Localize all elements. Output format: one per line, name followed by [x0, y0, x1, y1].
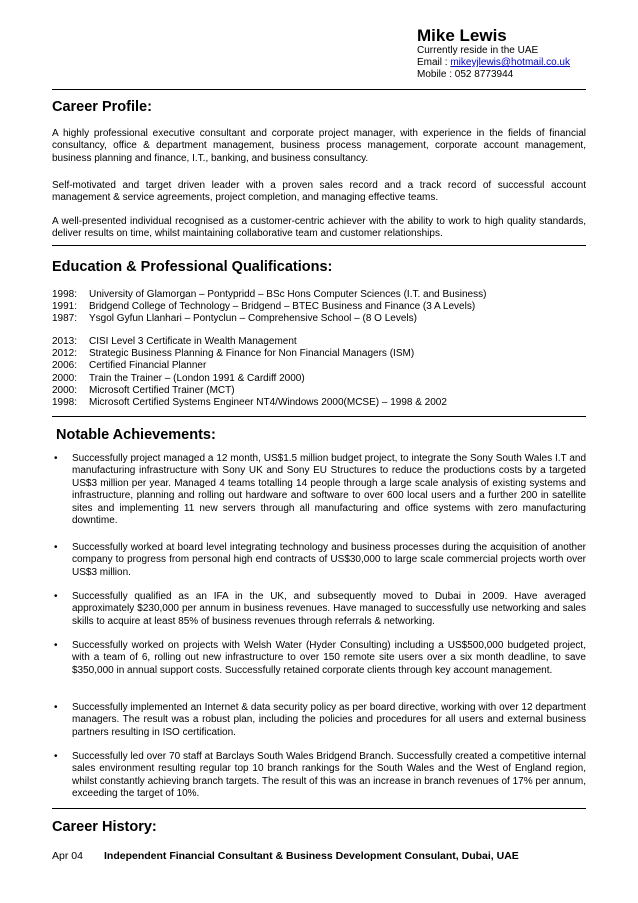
profile-paragraph: Self-motivated and target driven leader with a proven sales record and a track record of successful account management & service agreements, project completion, and managing effective teams. [52, 180, 586, 204]
divider [52, 808, 586, 809]
edu-text: Microsoft Certified Trainer (MCT) [89, 384, 235, 396]
list-item [52, 453, 586, 527]
academic-list [52, 289, 592, 326]
edu-text: Bridgend College of Technology – Bridgend – BTEC Business and Finance (3 A Levels) [89, 301, 476, 313]
professional-list [52, 336, 592, 409]
bullet-icon: • [54, 542, 58, 553]
edu-year: 1991: [52, 301, 78, 313]
edu-text: Strategic Business Planning & Finance for Non Financial Managers (ISM) [89, 348, 415, 360]
edu-text: CISI Level 3 Certificate in Wealth Management [89, 336, 297, 347]
achievement-text: Successfully qualified as an IFA in the UK, and subsequently moved to Dubai in 2009. Have averaged approximately $230,000 per annum in business revenues. Have managed to successfully use networking and sales skills to acquire at least 85% of business revenues through referrals & networking. [72, 591, 586, 627]
mobile-text: Mobile : 052 8773944 [417, 69, 514, 80]
edu-year: 2006: [52, 360, 78, 372]
email-label: Email : [417, 57, 451, 68]
achievement-text: Successfully led over 70 staff at Barclays South Wales Bridgend Branch. Successfully created a competitive internal sales environment resulting regular top 10 branch rankings for the South Wales and the West of England region, whilst constantly achieving branch targets. The result of this was an increase in branch revenues of 17% per annum, exceeding the target of 10%. [72, 751, 586, 800]
achievement-text: Successfully worked on projects with Welsh Water (Hyder Consulting) including a US$500,000 budgeted project, with a team of 6, rolling out new infrastructure to over 150 remote site users over a six month deadline, to save $350,000 in annual support costs. Successfully retained corporate clients through key account management. [72, 640, 586, 676]
list-item [52, 313, 592, 325]
list-item [52, 702, 586, 739]
list-item [52, 336, 592, 348]
candidate-name: Mike Lewis [417, 26, 507, 45]
education-heading: Education & Professional Qualifications: [52, 259, 333, 275]
edu-year: 1998: [52, 289, 78, 300]
divider [52, 245, 586, 246]
edu-text: Train the Trainer – (London 1991 & Cardiff 2000) [89, 372, 305, 384]
career-history-heading: Career History: [52, 819, 157, 835]
list-item [52, 640, 586, 677]
history-role: Independent Financial Consultant & Business Development Consulant, Dubai, UAE [104, 850, 519, 862]
achievement-text: Successfully worked at board level integrating technology and business processes during the acquisition of another company to progress from personal high end contracts of US$30,000 to large scale commercial projects worth over US$3 million. [72, 542, 586, 578]
edu-text: University of Glamorgan – Pontypridd – BSc Hons Computer Sciences (I.T. and Business) [89, 289, 487, 300]
history-row [52, 850, 519, 863]
bullet-icon: • [54, 453, 58, 464]
email-line [417, 57, 617, 69]
edu-text: Certified Financial Planner [89, 360, 207, 372]
list-item [52, 397, 592, 409]
list-item [52, 591, 586, 628]
contact-header [417, 26, 617, 81]
edu-year: 2000: [52, 384, 78, 396]
list-item [52, 373, 592, 385]
achievement-text: Successfully implemented an Internet & data security policy as per board directive, working with over 12 department managers. The result was a robust plan, including the policies and procedures for all users and external business partners resulting in ISO certification. [72, 702, 586, 738]
bullet-icon: • [54, 702, 58, 713]
bullet-icon: • [54, 640, 58, 651]
achievement-text: Successfully project managed a 12 month, US$1.5 million budget project, to integrate the Sony South Wales I.T and manufacturing infrastructure with Sony UK and Sony EU Structures to reduce the productions costs by a targeted US$3 million per year. Managed 4 teams totalling 14 people through a large scale analysis of existing systems and infrastructure, planning and rolling out hardware and software to over 600 local users and a further 200 in satellite sites and implementing 11 new servers through all manufacturing and office systems with zero manufacturing downtime. [72, 453, 586, 527]
edu-year: 1987: [52, 313, 78, 325]
edu-year: 1998: [52, 397, 78, 409]
edu-year: 2000: [52, 372, 78, 384]
divider [52, 416, 586, 417]
list-item [52, 751, 586, 801]
residence-text: Currently reside in the UAE [417, 45, 539, 56]
history-date: Apr 04 [52, 850, 83, 862]
list-item [52, 360, 592, 372]
edu-text: Microsoft Certified Systems Engineer NT4/Windows 2000(MCSE) – 1998 & 2002 [89, 397, 447, 409]
achievements-heading: Notable Achievements: [56, 427, 216, 443]
bullet-icon: • [54, 591, 58, 602]
profile-paragraph: A well-presented individual recognised as a customer-centric achiever with the ability to work to high quality standards, deliver results on time, whilst maintaining collaborative team and customer relationships. [52, 216, 586, 240]
edu-text: Ysgol Gyfun Llanhari – Pontyclun – Comprehensive School – (8 O Levels) [89, 313, 417, 325]
list-item [52, 348, 592, 360]
email-link[interactable]: mikeyjlewis@hotmail.co.uk [450, 57, 570, 68]
edu-year: 2012: [52, 348, 78, 360]
list-item [52, 289, 592, 301]
list-item [52, 301, 592, 313]
profile-paragraph: A highly professional executive consultant and corporate project manager, with experience in the fields of financial consultancy, office & department management, business process management, corporate account management, business planning and finance, I.T., banking, and business consultancy. [52, 128, 586, 164]
list-item [52, 385, 592, 397]
list-item [52, 542, 586, 579]
career-profile-heading: Career Profile: [52, 99, 152, 115]
divider [52, 89, 586, 90]
bullet-icon: • [54, 751, 58, 762]
edu-year: 2013: [52, 336, 78, 347]
